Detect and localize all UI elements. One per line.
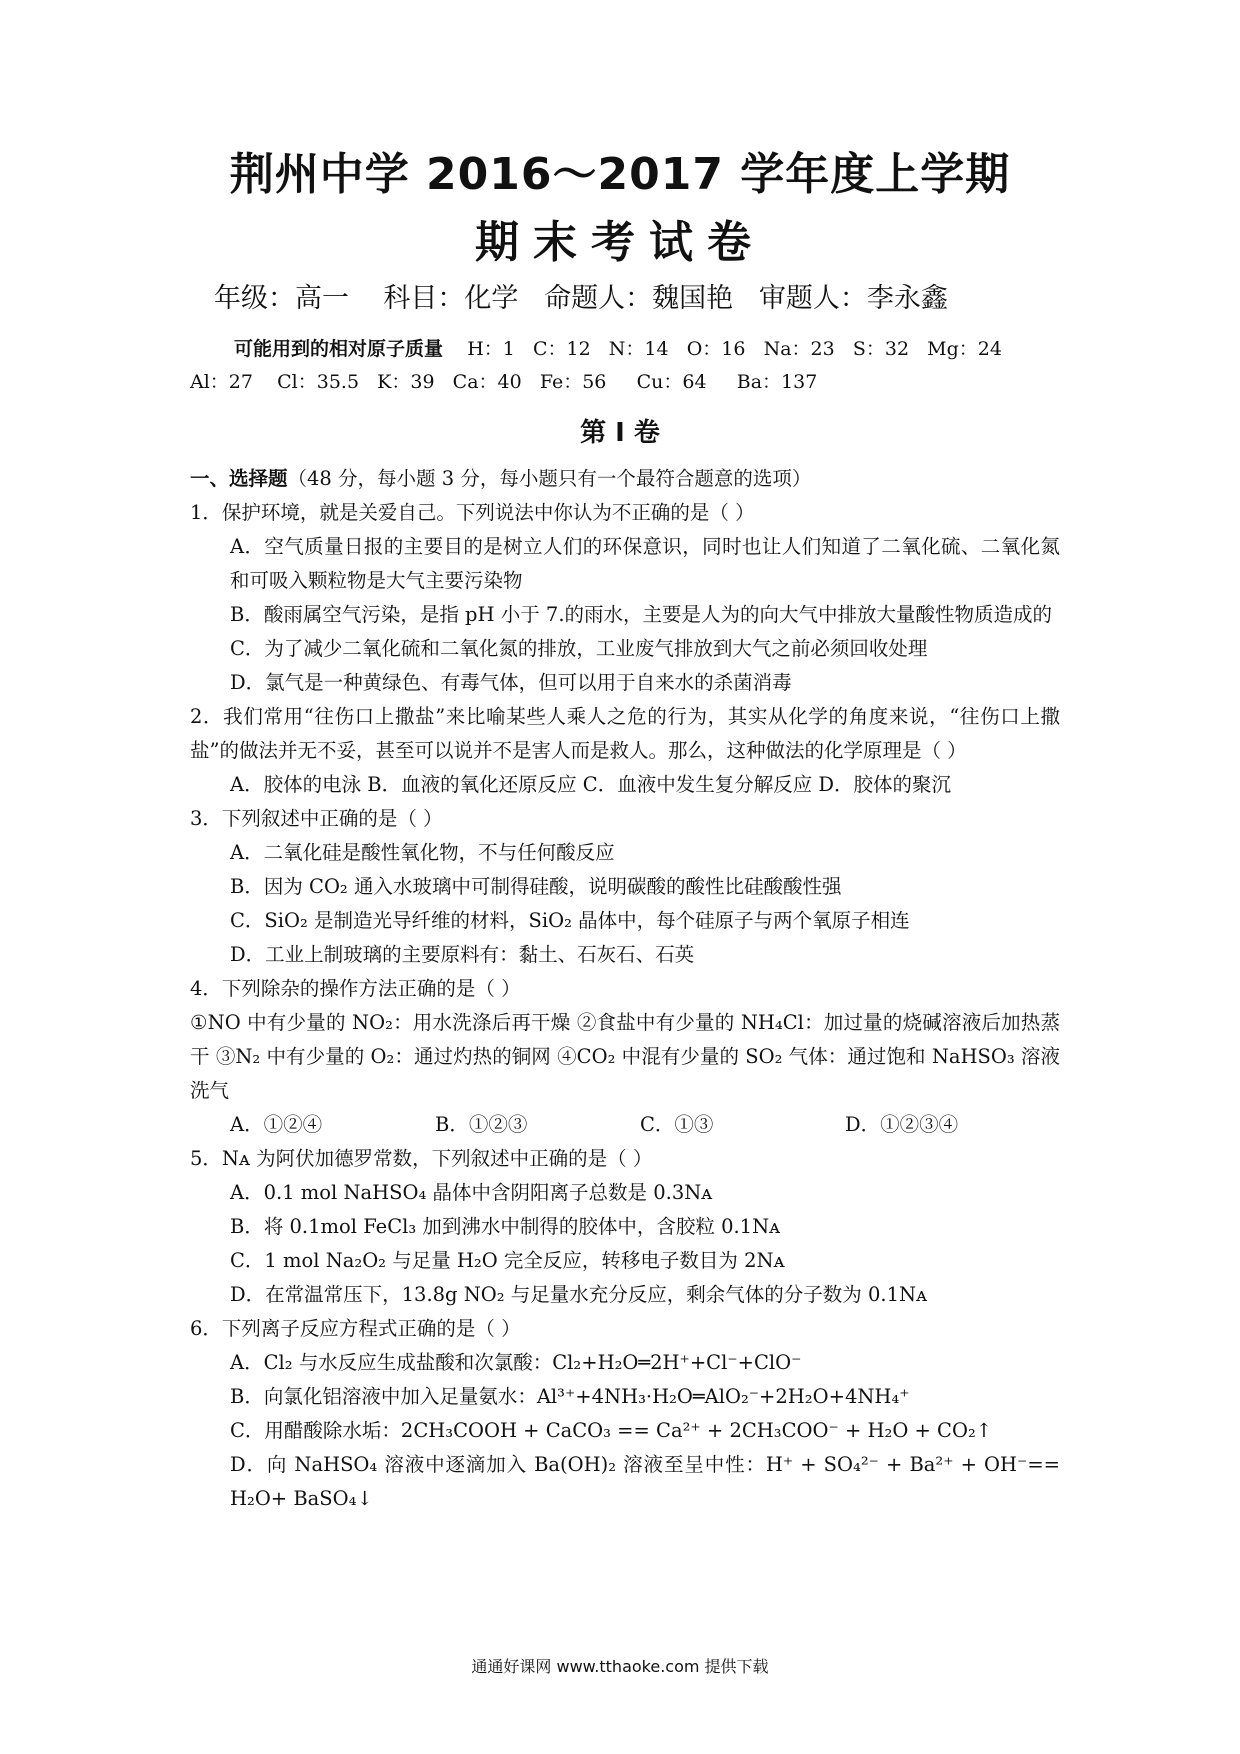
- q5-option-a: A．0.1 mol NaHSO₄ 晶体中含阴阳离子总数是 0.3Nᴀ: [230, 1181, 713, 1204]
- q1-option-a: A．空气质量日报的主要目的是树立人们的环保意识，同时也让人们知道了二氧化硫、二氧化氮和可吸入颗粒物是大气主要污染物: [230, 535, 1060, 592]
- q4-option-c: C．①③: [640, 1113, 714, 1136]
- section-note: （48 分，每小题 3 分，每小题只有一个最符合题意的选项）: [287, 467, 812, 490]
- q1-option-c: C．为了减少二氧化硫和二氧化氮的排放，工业废气排放到大气之前必须回收处理: [230, 637, 928, 660]
- q5-stem: 5．Nᴀ 为阿伏加德罗常数，下列叙述中正确的是（ ）: [190, 1147, 653, 1170]
- q4-options: [190, 1108, 1060, 1142]
- q2-stem: 2．我们常用“往伤口上撒盐”来比喻某些人乘人之危的行为，其实从化学的角度来说，“往伤口上撒盐”的做法并无不妥，甚至可以说并不是害人而是救人。那么，这种做法的化学原理是（ ）: [190, 705, 1060, 762]
- atomic-masses-label: 可能用到的相对原子质量: [234, 338, 444, 360]
- q1-option-d: D．氯气是一种黄绿色、有毒气体，但可以用于自来水的杀菌消毒: [230, 671, 792, 694]
- page-footer: 通通好课网 www.tthaoke.com 提供下载: [471, 1657, 769, 1676]
- q3-option-d: D．工业上制玻璃的主要原料有：黏土、石灰石、石英: [230, 943, 695, 966]
- exam-title: 荆州中学 2016～2017 学年度上学期: [229, 149, 1011, 200]
- section-header: [190, 462, 1060, 496]
- q1-stem: 1．保护环境，就是关爱自己。下列说法中你认为不正确的是（ ）: [190, 501, 755, 524]
- q5-option-b: B．将 0.1mol FeCl₃ 加到沸水中制得的胶体中，含胶粒 0.1Nᴀ: [230, 1215, 781, 1238]
- atomic-masses-line1: [234, 334, 1002, 361]
- exam-subtitle: 期末考试卷: [475, 217, 765, 268]
- q6-option-d: D．向 NaHSO₄ 溶液中逐滴加入 Ba(OH)₂ 溶液至呈中性：H⁺ + SO₄²⁻ + Ba²⁺ + OH⁻== H₂O+ BaSO₄↓: [230, 1453, 1060, 1510]
- q4-option-a: A．①②④: [230, 1113, 323, 1136]
- q3-stem: 3．下列叙述中正确的是（ ）: [190, 807, 443, 830]
- atomic-masses-values1: H：1 C：12 N：14 O：16 Na：23 S：32 Mg：24: [467, 338, 1002, 360]
- q6-stem: 6．下列离子反应方程式正确的是（ ）: [190, 1317, 521, 1340]
- exam-meta: 年级：高一 科目：化学 命题人：魏国艳 审题人：李永鑫: [214, 283, 948, 314]
- q3-option-c: C．SiO₂ 是制造光导纤维的材料，SiO₂ 晶体中，每个硅原子与两个氧原子相连: [230, 909, 910, 932]
- q6-option-c: C．用醋酸除水垢：2CH₃COOH + CaCO₃ == Ca²⁺ + 2CH₃COO⁻ + H₂O + CO₂↑: [230, 1419, 993, 1442]
- q3-option-a: A．二氧化硅是酸性氧化物，不与任何酸反应: [230, 841, 615, 864]
- section-title: 一、选择题: [190, 467, 288, 490]
- q4-body: ①NO 中有少量的 NO₂：用水洗涤后再干燥 ②食盐中有少量的 NH₄Cl：加过量的烧碱溶液后加热蒸干 ③N₂ 中有少量的 O₂：通过灼热的铜网 ④CO₂ 中混有少量的 SO₂ 气体：通过饱和 NaHSO₃ 溶液洗气: [190, 1011, 1060, 1102]
- q1-option-b: B．酸雨属空气污染，是指 pH 小于 7.的雨水，主要是人为的向大气中排放大量酸性物质造成的: [230, 603, 1053, 626]
- atomic-masses-line2: Al：27 Cl：35.5 K：39 Ca：40 Fe：56 Cu：64 Ba：137: [190, 371, 818, 393]
- questions: [190, 462, 1060, 1516]
- q6-option-a: A．Cl₂ 与水反应生成盐酸和次氯酸：Cl₂+H₂O═2H⁺+Cl⁻+ClO⁻: [230, 1351, 802, 1374]
- q3-option-b: B．因为 CO₂ 通入水玻璃中可制得硅酸，说明碳酸的酸性比硅酸酸性强: [230, 875, 842, 898]
- volume-title: 第 I 卷: [580, 418, 660, 448]
- q5-option-d: D．在常温常压下，13.8g NO₂ 与足量水充分反应，剩余气体的分子数为 0.1Nᴀ: [230, 1283, 928, 1306]
- q4-option-b: B．①②③: [435, 1113, 528, 1136]
- q4-stem: 4．下列除杂的操作方法正确的是（ ）: [190, 977, 521, 1000]
- q5-option-c: C．1 mol Na₂O₂ 与足量 H₂O 完全反应，转移电子数目为 2Nᴀ: [230, 1249, 785, 1272]
- q4-option-d: D．①②③④: [845, 1113, 959, 1136]
- q2-options: A．胶体的电泳 B．血液的氧化还原反应 C．血液中发生复分解反应 D．胶体的聚沉: [230, 773, 952, 796]
- q6-option-b: B．向氯化铝溶液中加入足量氨水：Al³⁺+4NH₃·H₂O═AlO₂⁻+2H₂O+4NH₄⁺: [230, 1385, 910, 1408]
